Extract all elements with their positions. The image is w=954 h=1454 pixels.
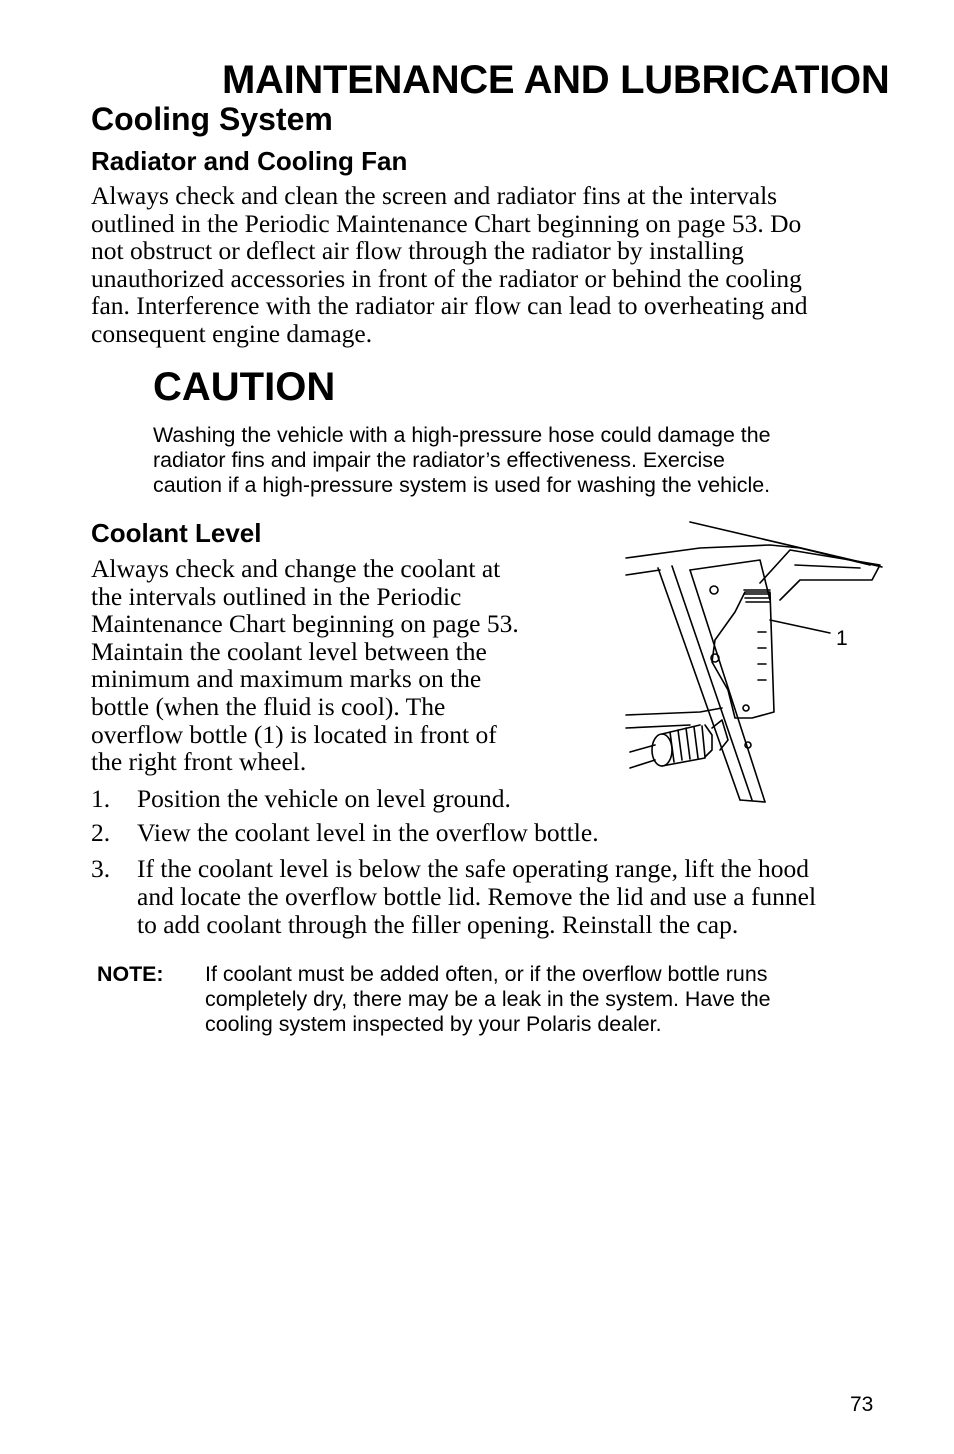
text-line: the intervals outlined in the Periodic <box>91 581 462 611</box>
note-label: NOTE: <box>97 962 164 986</box>
text-line: Maintenance Chart beginning on page 53. <box>91 609 519 639</box>
text-line: and locate the overflow bottle lid. Remove the lid and use a funnel <box>137 882 817 911</box>
caution-heading: CAUTION <box>153 365 336 409</box>
coolant-heading: Coolant Level <box>91 518 262 548</box>
text-line: Always check and change the coolant at <box>91 554 501 583</box>
text-line: consequent engine damage. <box>91 318 373 348</box>
overflow-bottle-illustration <box>620 518 890 808</box>
text-line: If coolant must be added often, or if the overflow bottle runs <box>205 962 768 986</box>
text-line: completely dry, there may be a leak in the system. Have the <box>205 987 771 1011</box>
text-line: fan. Interference with the radiator air flow can lead to overheating and <box>91 291 808 321</box>
list-number: 1. <box>91 784 111 813</box>
text-line: Washing the vehicle with a high-pressure hose could damage the <box>153 423 771 447</box>
text-line: to add coolant through the filler opening. Reinstall the cap. <box>137 910 739 939</box>
caution-paragraph <box>153 423 893 498</box>
radiator-paragraph <box>91 182 891 348</box>
section-heading: Cooling System <box>91 101 333 137</box>
radiator-heading: Radiator and Cooling Fan <box>91 146 408 176</box>
figure-callout-label: 1 <box>836 627 848 650</box>
text-line: Always check and clean the screen and radiator fins at the intervals <box>91 181 778 210</box>
text-line: caution if a high-pressure system is used for washing the vehicle. <box>153 473 771 497</box>
coolant-paragraph <box>91 555 591 776</box>
text-line: Position the vehicle on level ground. <box>137 784 511 813</box>
text-line: Maintain the coolant level between the <box>91 636 487 666</box>
list-number: 2. <box>91 818 111 847</box>
text-line: overflow bottle (1) is located in front of <box>91 719 497 749</box>
note-paragraph <box>205 962 905 1037</box>
text-line: outlined in the Periodic Maintenance Chart beginning on page 53. Do <box>91 208 802 238</box>
list-number: 3. <box>91 854 111 883</box>
text-line: If the coolant level is below the safe operating range, lift the hood <box>137 854 809 883</box>
page-title: MAINTENANCE AND LUBRICATION <box>222 58 890 102</box>
page-number: 73 <box>850 1393 874 1416</box>
text-line: unauthorized accessories in front of the radiator or behind the cooling <box>91 263 802 293</box>
text-line: the right front wheel. <box>91 747 307 777</box>
text-line: bottle (when the fluid is cool). The <box>91 691 446 721</box>
text-line: radiator fins and impair the radiator’s effectiveness. Exercise <box>153 448 725 472</box>
text-line: cooling system inspected by your Polaris dealer. <box>205 1012 662 1036</box>
text-line: minimum and maximum marks on the <box>91 664 482 694</box>
text-line: not obstruct or deflect air flow through the radiator by installing <box>91 236 744 266</box>
text-line: View the coolant level in the overflow bottle. <box>137 818 599 847</box>
